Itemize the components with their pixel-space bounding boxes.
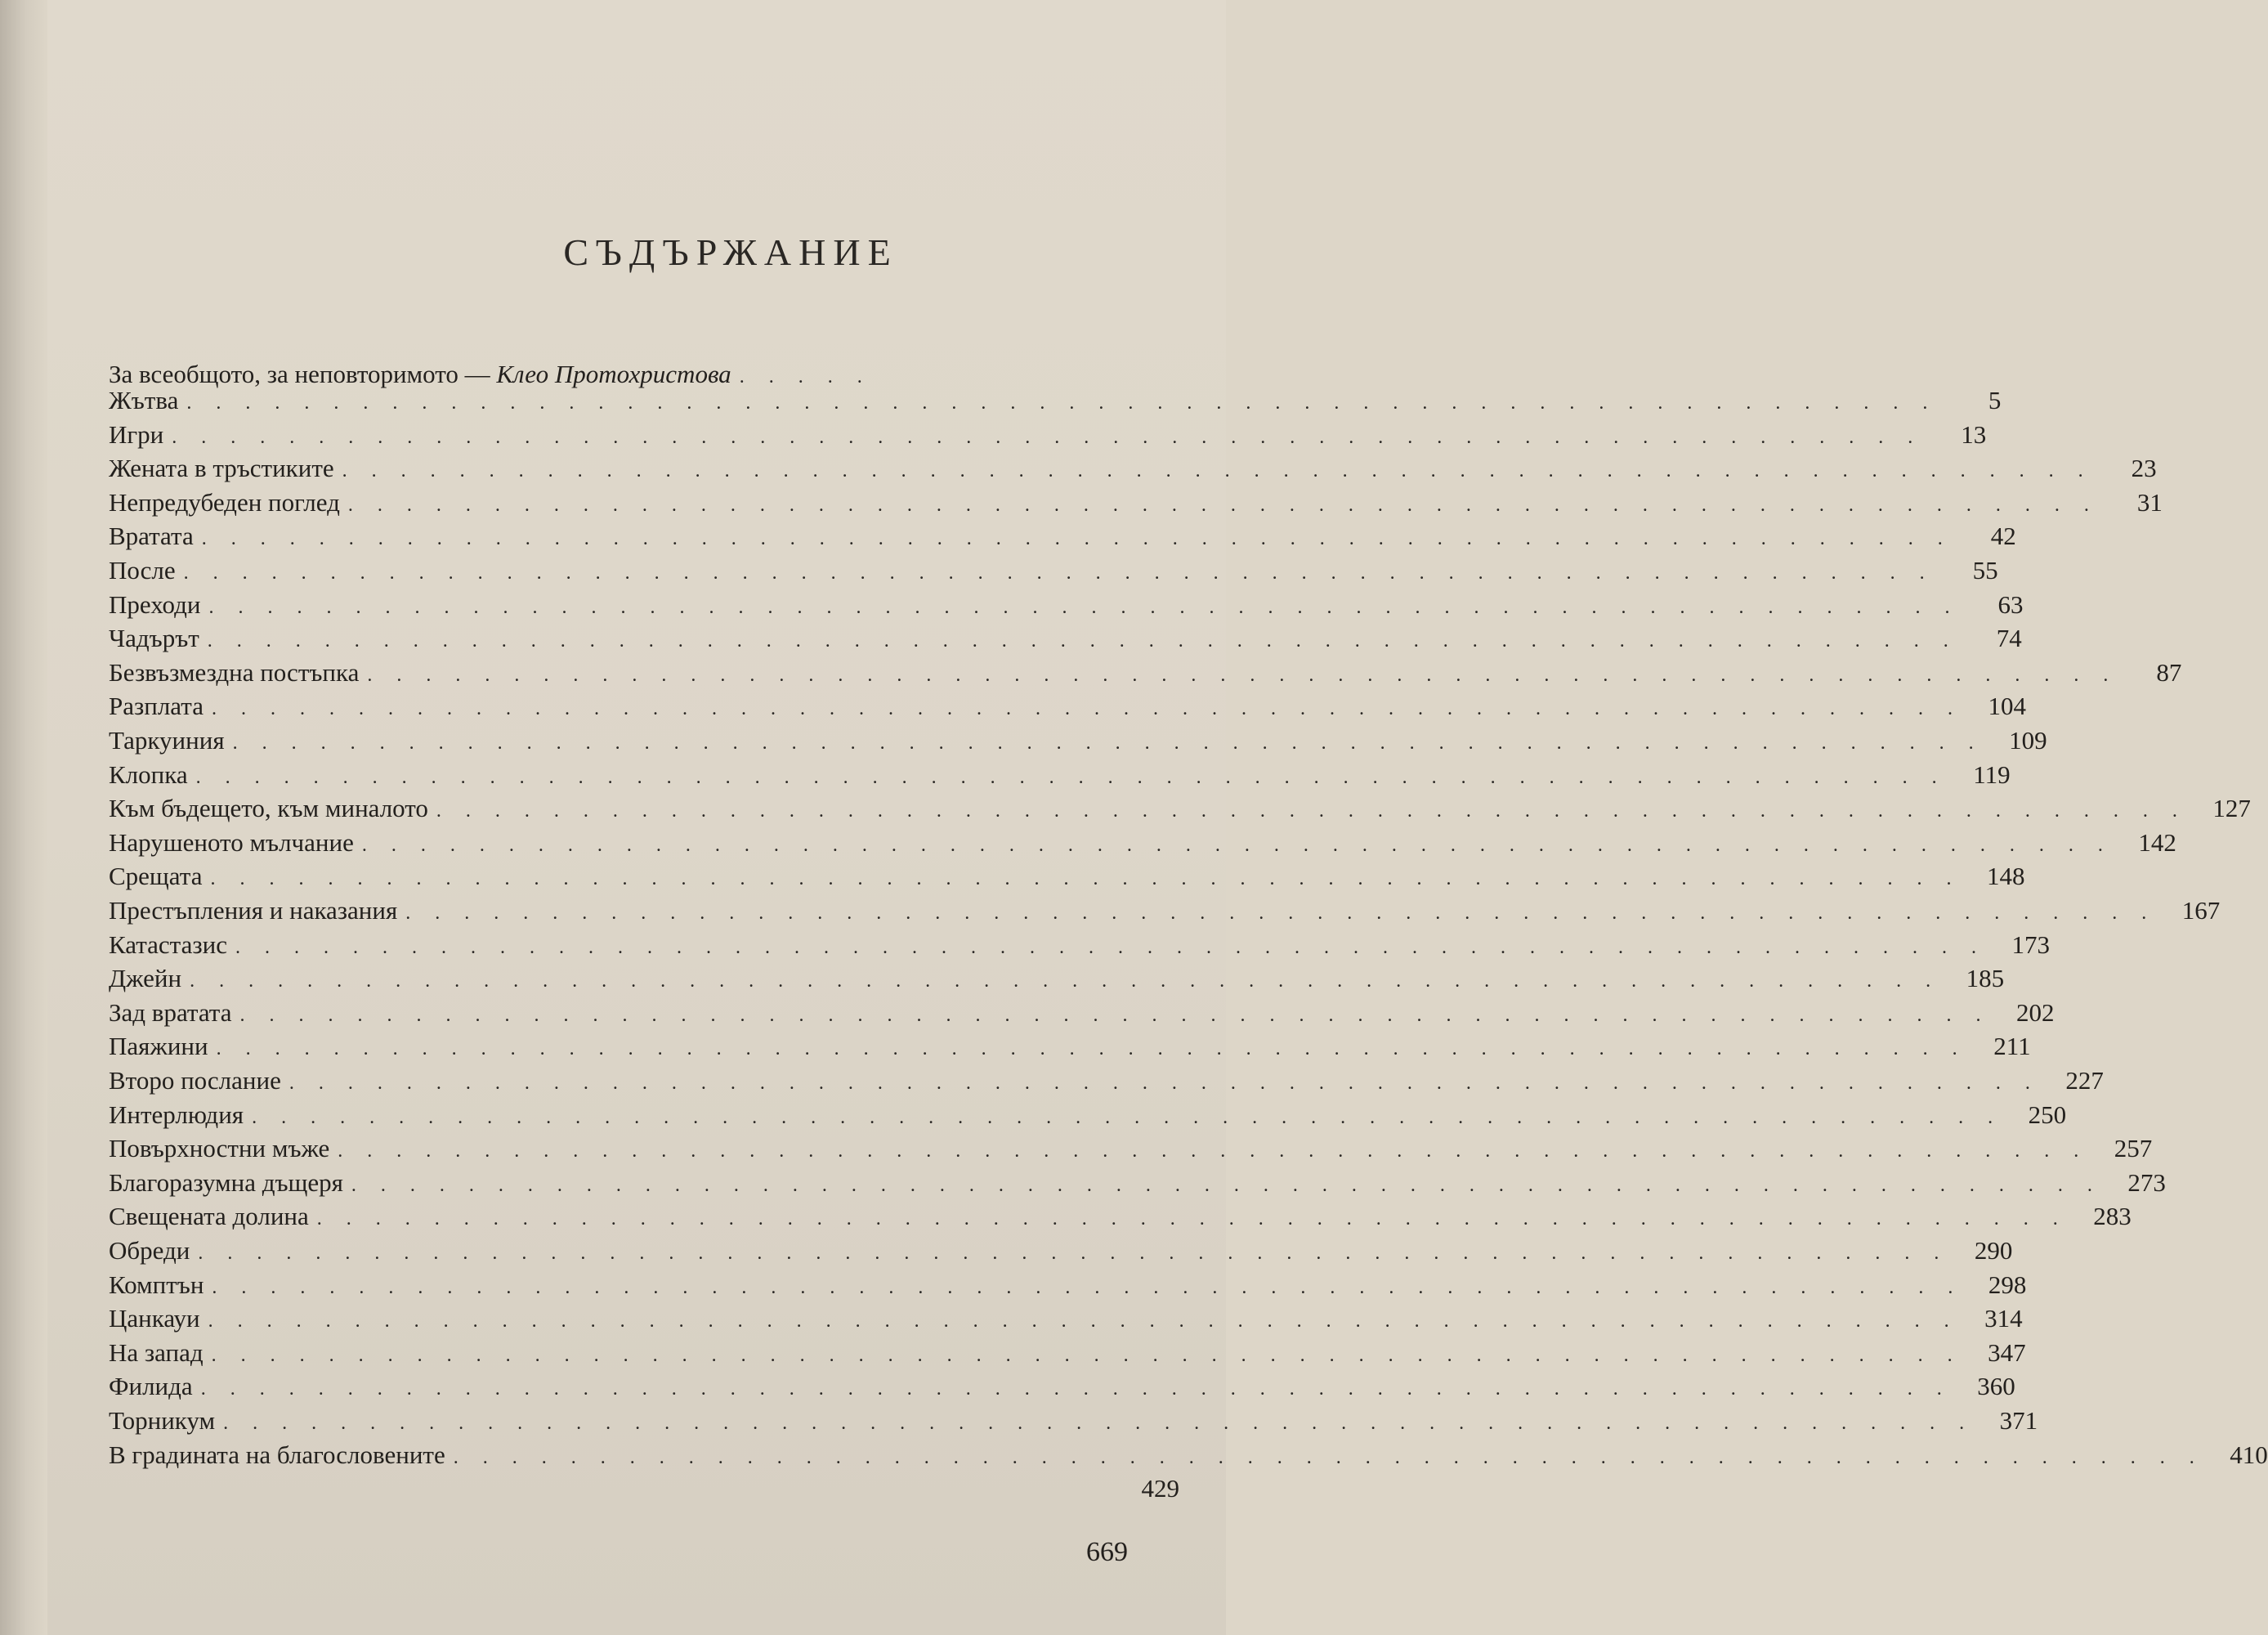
toc-entry-title: Паяжини [109,1032,208,1061]
leader-dots: ............................................................ [223,1413,1989,1434]
toc-entry [109,522,2016,551]
toc-entry-title: Разплата [109,692,204,721]
toc-entry-title: Цанкауи [109,1304,200,1333]
toc-entry-title: Филида [109,1372,193,1401]
toc-entry-page: 42 [1990,522,2016,551]
toc-entry [109,1100,2067,1130]
toc-entry-title: Зад вратата [109,997,232,1027]
leader-dots: ............................................................ [316,1208,2082,1230]
leader-dots: ............................................................ [200,1378,1966,1400]
toc-entry [109,862,2025,891]
toc-entry [109,419,1987,450]
toc-entry [109,487,2163,517]
page-title: СЪДЪРЖАНИЕ [563,231,898,273]
toc-entry-page: 173 [2011,929,2050,959]
leader-dots: ............................................................ [211,1344,1977,1366]
toc-entry-page: 202 [2015,997,2055,1027]
toc-entry [109,964,2005,993]
toc-entry-title: Нарушеното мълчание [109,827,354,857]
toc-entry-page: 127 [2212,794,2251,823]
toc-entry [109,692,2026,721]
leader-dots: ............................................................ [361,834,2127,856]
page-number: 669 [1086,1537,1128,1567]
toc-entry [109,1474,1179,1503]
toc-entry-page: 104 [1988,692,2026,721]
toc-entry-page: 5 [1988,386,2002,414]
leader-dots: ............................................................ [210,868,1976,890]
toc-entry-page: 142 [2138,827,2176,857]
toc-entry-title: Свещената долина [109,1202,309,1231]
toc-entry [109,726,2047,755]
toc-entry-title: Катастазис [109,929,227,959]
toc-entry-title: Престъпления и наказания [109,896,398,925]
toc-entry [109,1236,2013,1265]
toc-entry-page: 410 [2230,1440,2268,1469]
toc-entry [109,759,2011,790]
toc-entry-page: 429 [1141,1474,1179,1503]
leader-dots: ............................................................ [186,392,1953,414]
toc-entry-page: 74 [1996,624,2022,653]
leader-dots: ............................................................ [436,800,2202,822]
leader-dots: ............................................................ [367,664,2133,686]
leader-dots: ..... [739,366,887,387]
leader-dots: ............................................................ [208,1310,1974,1333]
toc-entry [109,1270,2027,1300]
toc-entry-page: 283 [2093,1202,2132,1231]
toc-entry [109,1304,2023,1333]
leader-dots: ............................................................ [216,1038,1982,1060]
toc-entry-page: 87 [2156,657,2182,687]
toc-entry-title: Второ послание [109,1066,281,1095]
leader-dots: ............................................................ [208,596,1975,618]
toc-entry-title: Клопка [109,759,188,789]
toc-entry-title: Таркуиния [109,726,225,755]
toc-entry-page: 314 [1984,1304,2023,1333]
toc-entry-title: Безвъзмездна постъпка [109,657,360,687]
leader-dots: ............................................................ [232,732,1998,754]
toc-entry-title: Комптън [109,1270,204,1299]
toc-entry-title: Повърхностни мъже [109,1134,330,1163]
toc-entry [109,454,2157,483]
toc-entry-page: 290 [1974,1236,2013,1265]
toc-entry-page: 347 [1988,1337,2026,1367]
toc-entry-page: 250 [2028,1100,2067,1129]
toc-entry [109,929,2050,960]
toc-entry-page: 360 [1977,1372,2015,1401]
toc-entry [109,624,2022,653]
toc-entry-page: 273 [2127,1167,2166,1197]
toc-intro-author: Клео Протохристова [496,360,731,388]
toc-entry-page: 55 [1972,556,1998,585]
toc-entry-page: 371 [1999,1406,2038,1435]
toc-entry-title: В градината на благословените [109,1440,445,1469]
leader-dots: ............................................................ [235,936,2001,958]
toc-entry [109,1337,2026,1368]
toc-entry-title: После [109,556,176,585]
toc-entry-title: Интерлюдия [109,1100,244,1129]
toc-entry-title: Към бъдещето, към миналото [109,794,428,823]
leader-dots: ............................................................ [289,1073,2055,1094]
leader-dots: ............................................................ [351,1174,2117,1196]
toc-entry [109,1406,2038,1436]
leader-dots: ............................................................ [239,1004,2006,1026]
toc-entry-title: Жената в тръстиките [109,454,334,483]
toc-entry [109,657,2182,688]
toc-entry [109,589,2024,620]
toc-entry [109,1066,2104,1095]
toc-entry-page: 211 [1993,1032,2031,1061]
toc-entry-page: 23 [2131,454,2157,483]
leader-dots: ............................................................ [183,562,1949,584]
toc-entry-title: Благоразумна дъщеря [109,1167,343,1197]
toc-entry [109,827,2176,858]
leader-dots: ............................................................ [338,1140,2104,1162]
book-spine-shadow [0,0,49,1635]
leader-dots: ............................................................ [201,528,1967,550]
leader-dots: ............................................................ [211,698,1977,720]
toc-entry-page: 13 [1961,419,1987,449]
leader-dots: ............................................................ [342,460,2108,482]
toc-entry-page: 185 [1966,964,2005,993]
toc-entry-page: 167 [2181,896,2221,925]
toc-entry-title: Преходи [109,589,201,619]
toc-intro-title: За всеобщото, за неповторимото — Клео Протохристова [109,360,731,388]
toc-entry [109,386,2002,415]
toc-entry-page: 63 [1997,589,2024,619]
toc-entry-page: 227 [2065,1066,2104,1095]
toc-entry-title: Вратата [109,522,194,551]
leader-dots: ............................................................ [347,494,2114,516]
toc-entry [109,997,2055,1028]
toc-entry [109,1440,2268,1470]
toc-entry-title: Торникум [109,1406,216,1435]
toc-entry-title: Непредубеден поглед [109,487,340,517]
leader-dots: ............................................................ [212,1276,1978,1298]
toc-entry-title: На запад [109,1337,204,1367]
toc-entry [109,794,2251,823]
toc-entry-page: 298 [1988,1270,2027,1299]
leader-dots: ............................................................ [405,903,2172,924]
toc-entry [109,1032,2031,1061]
toc-entry-title: Джейн [109,964,182,993]
leader-dots: ............................................................ [207,630,1973,652]
leader-dots: ............................................................ [172,426,1938,448]
toc-entry-page: 257 [2114,1134,2153,1163]
leader-dots: ............................................................ [190,970,1956,992]
toc-entry [109,1202,2132,1231]
toc-entry [109,1167,2166,1198]
leader-dots: ............................................................ [198,1243,1964,1264]
leader-dots: ............................................................ [453,1446,2219,1468]
toc-entry-page: 119 [1973,759,2011,789]
toc-entry [109,556,1998,585]
toc-entry [109,1372,2015,1401]
toc-entry-title: Обреди [109,1236,190,1265]
toc-entry-page: 148 [1986,862,2025,891]
toc-entry-title: Жътва [109,386,179,414]
leader-dots: ............................................................ [252,1106,2018,1128]
toc-entry-title: Срещата [109,862,203,891]
toc-entry-title: Чадърът [109,624,199,653]
toc-entry [109,896,2221,925]
book-page [47,0,2268,1635]
toc-entry-title: Игри [109,419,164,449]
toc-entry-page: 109 [2009,726,2047,755]
toc-entry-page: 31 [2136,487,2163,517]
toc-intro-row [109,360,1179,389]
leader-dots: ............................................................ [195,766,1962,788]
toc-entry [109,1134,2153,1163]
